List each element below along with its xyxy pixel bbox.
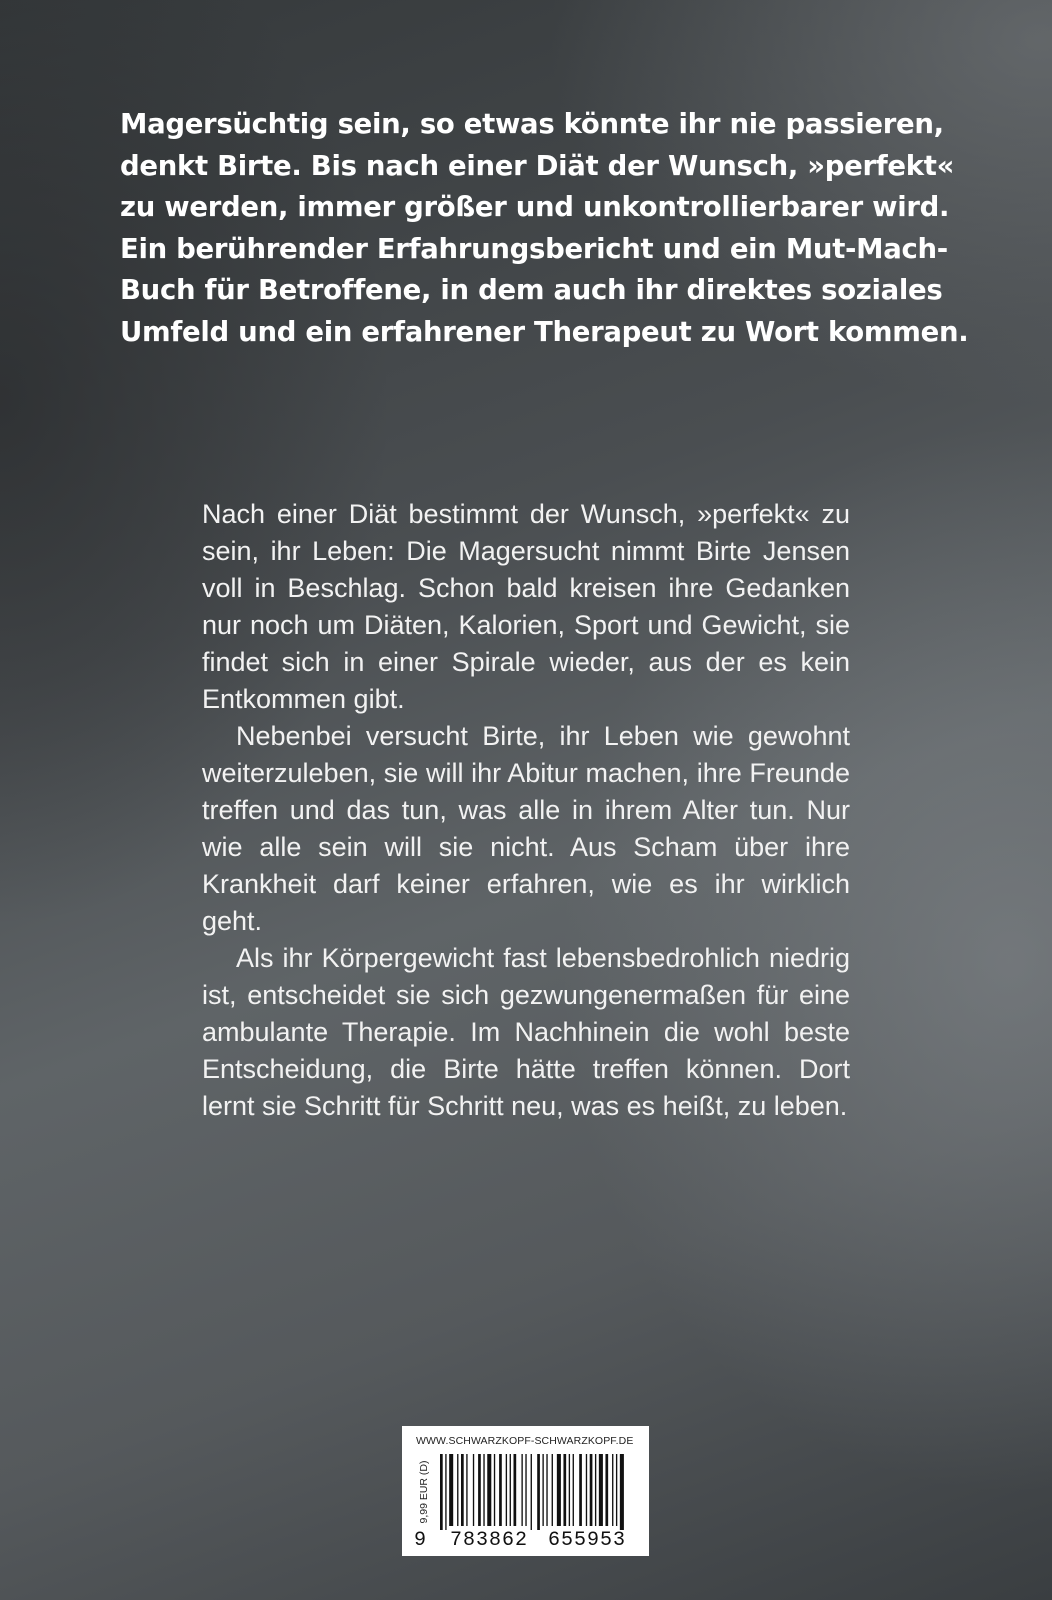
isbn-group-1: 783862 bbox=[450, 1529, 529, 1552]
blurb bbox=[120, 104, 969, 353]
description-paragraph-2: Nebenbei versucht Birte, ihr Leben wie gewohnt weiterzuleben, sie will ihr Abitur machen, ihre Freunde treffen und das tun, was alle in ihrem Alter tun. Nur wie alle sein will sie nicht. Aus Scham über ihre Krankheit darf keiner erfahren, wie es ihr wirklich geht. bbox=[202, 721, 850, 936]
description-paragraph-1: Nach einer Diät bestimmt der Wunsch, »perfekt« zu sein, ihr Leben: Die Magersucht nimmt Birte Jensen voll in Beschlag. Schon bald kreisen ihre Gedanken nur noch um Diäten, Kalorien, Sport und Gewicht, sie findet sich in einer Spirale wieder, aus der es kein Entkommen gibt. bbox=[202, 499, 850, 714]
isbn-group-2: 655953 bbox=[548, 1529, 627, 1552]
publisher-url: WWW.SCHWARZKOPF-SCHWARZKOPF.DE bbox=[416, 1435, 634, 1447]
blurb-line-1: Magersüchtig sein, so etwas könnte ihr nie passieren, bbox=[120, 108, 944, 140]
blurb-line-4: Ein berührender Erfahrungsbericht und ein Mut-Mach- bbox=[120, 232, 948, 265]
description bbox=[202, 496, 850, 1125]
price-label: 9,99 EUR (D) bbox=[418, 1460, 430, 1524]
blurb-line-2: denkt Birte. Bis nach einer Diät der Wunsch, »perfekt« bbox=[120, 149, 955, 182]
barcode-bars-icon bbox=[440, 1454, 636, 1530]
barcode-label bbox=[402, 1426, 649, 1556]
blurb-line-3: zu werden, immer größer und unkontrollierbarer wird. bbox=[120, 191, 950, 223]
isbn-first-digit: 9 bbox=[414, 1529, 427, 1552]
description-paragraph-3: Als ihr Körpergewicht fast lebensbedrohlich niedrig ist, entscheidet sie sich gezwungenermaßen für eine ambulante Therapie. Im Nachhinein die wohl beste Entscheidung, die Birte hätte treffen können. Dort lernt sie Schritt für Schritt neu, was es heißt, zu leben. bbox=[202, 943, 850, 1121]
blurb-line-5: Buch für Betroffene, in dem auch ihr direktes soziales bbox=[120, 274, 943, 306]
blurb-line-6: Umfeld und ein erfahrener Therapeut zu Wort kommen. bbox=[120, 315, 969, 348]
